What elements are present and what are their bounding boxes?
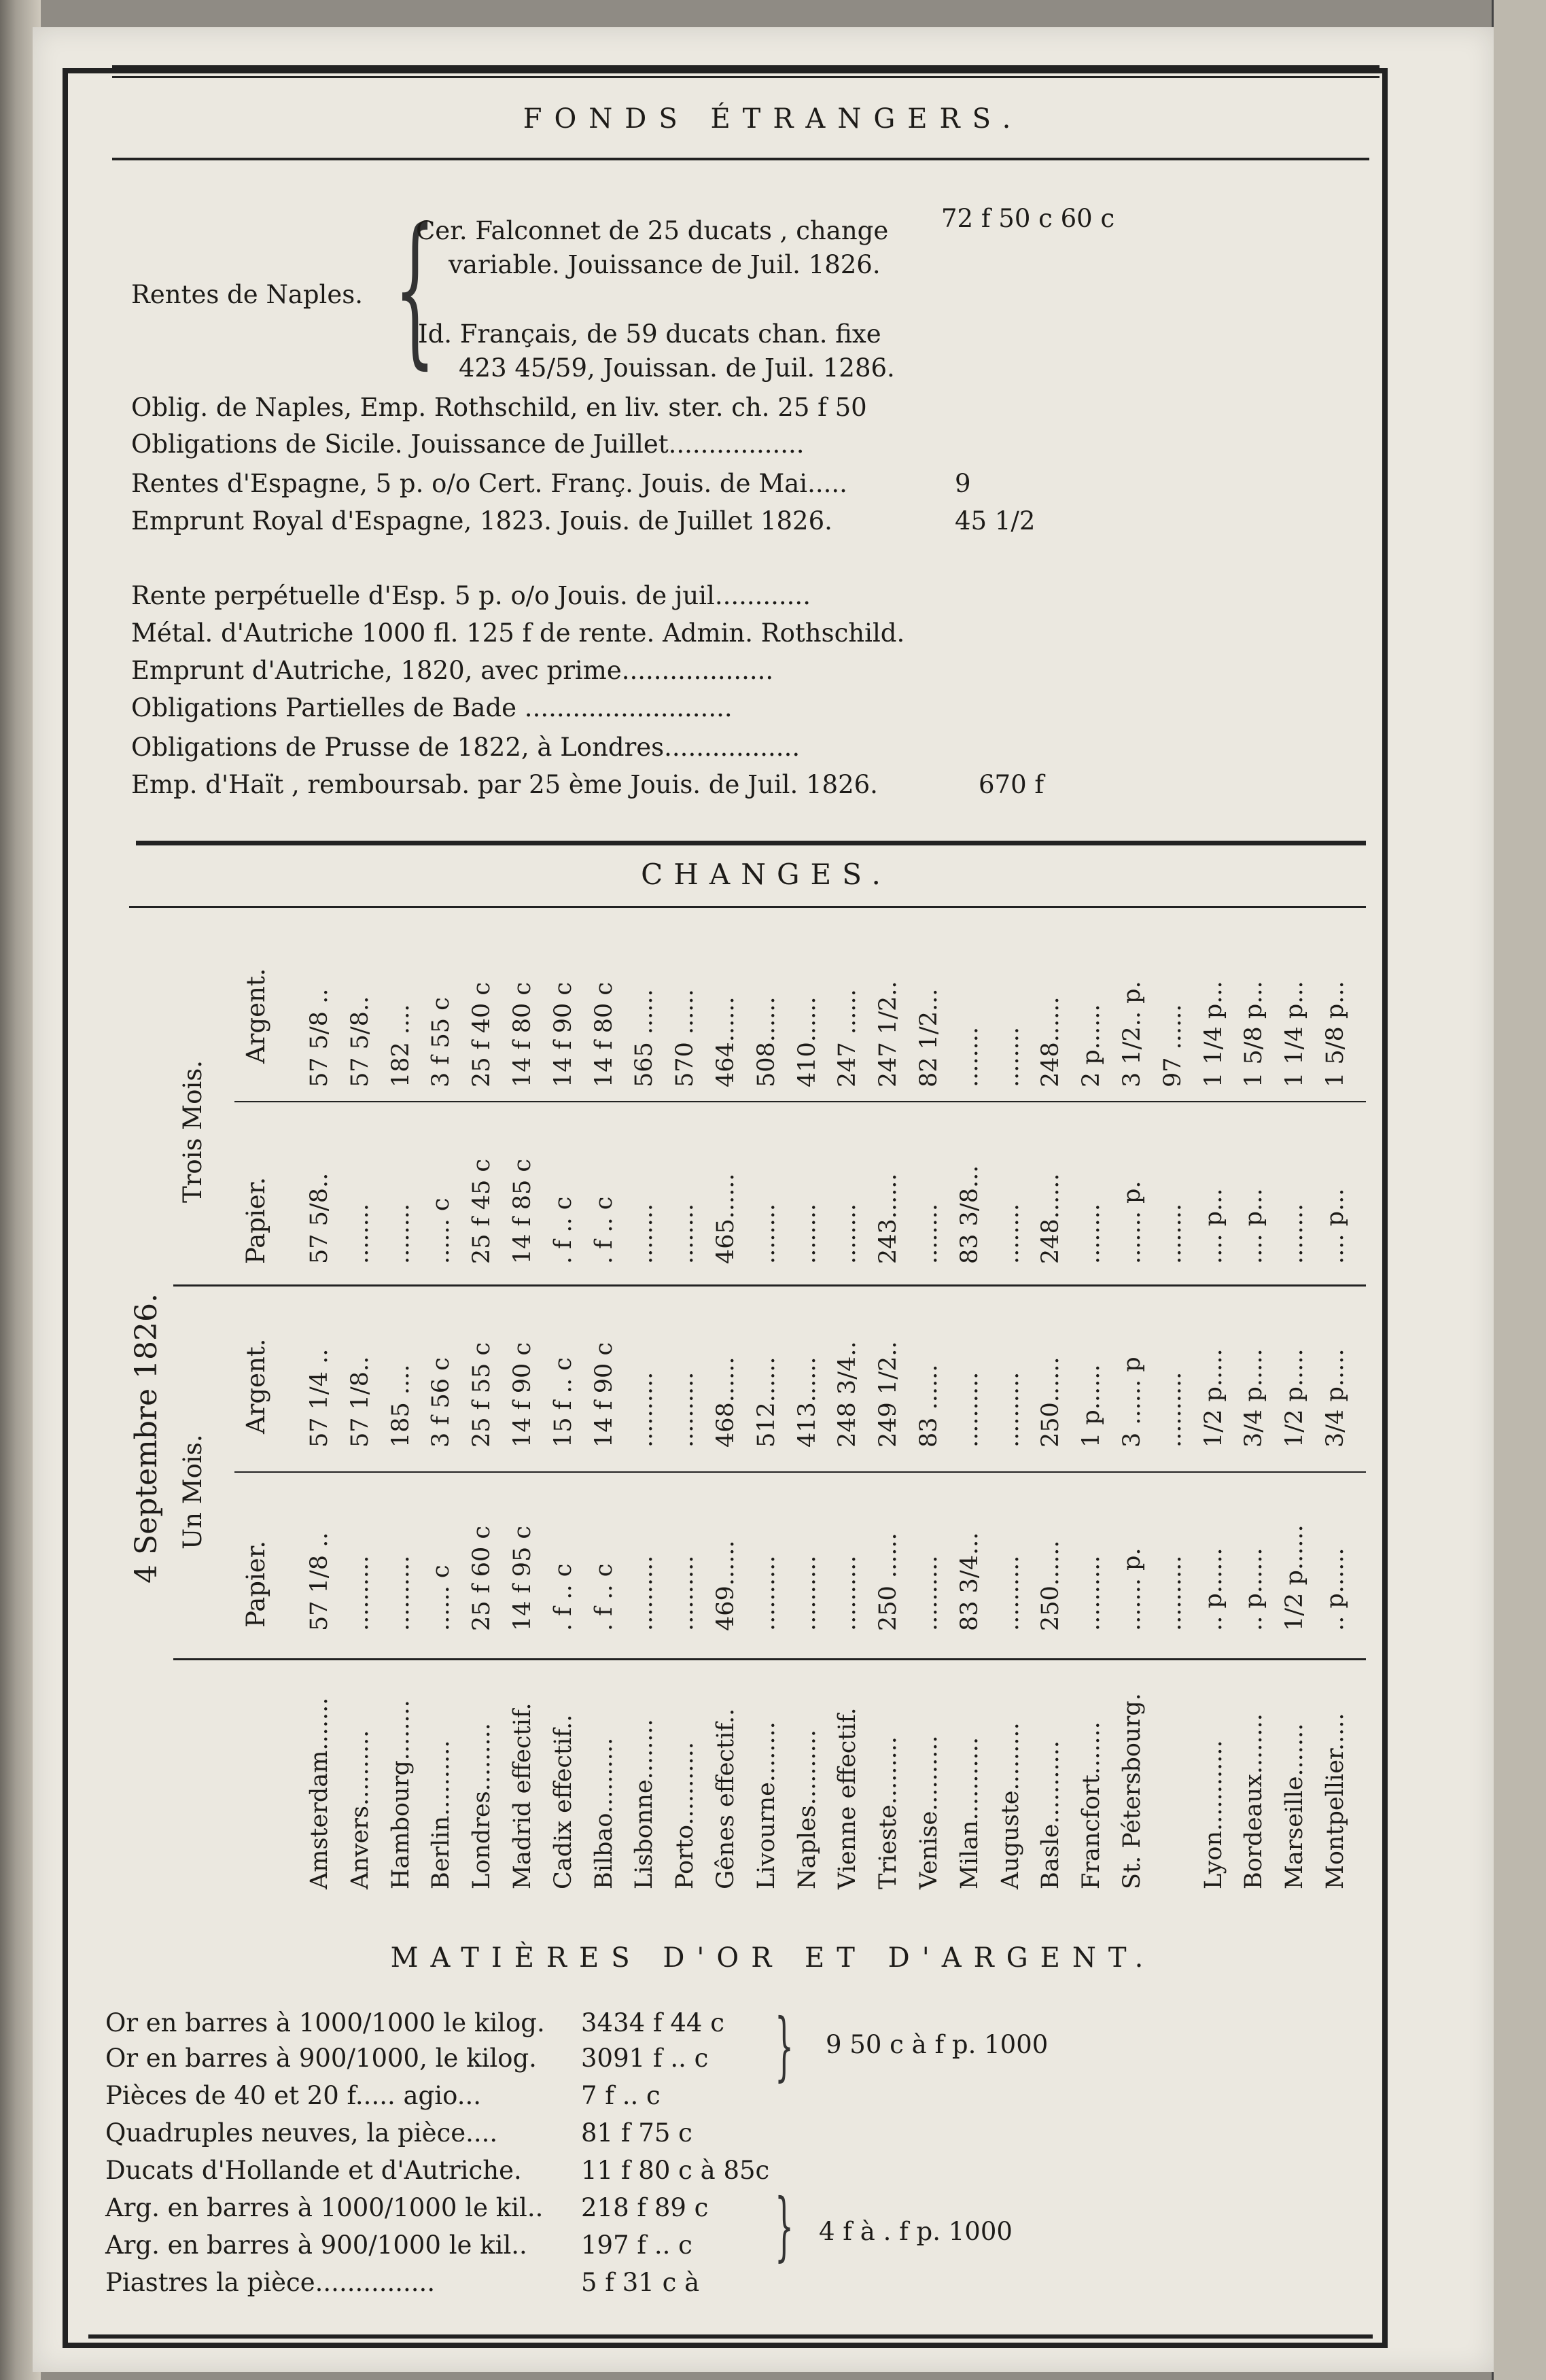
fonds-row-label: Métal. d'Autriche 1000 fl. 125 f de rente. Admin. Rothschild. xyxy=(131,618,905,648)
rate-um-pap: .......... xyxy=(834,1555,862,1631)
rate-um-pap: .. p...... xyxy=(1322,1547,1349,1631)
trois-mois-divider xyxy=(173,1284,1366,1287)
rate-um-pap: 1/2 p...... xyxy=(1281,1524,1309,1631)
rate-um-pap: .......... xyxy=(631,1555,658,1631)
rate-um-pap: 83 3/4... xyxy=(955,1532,983,1631)
rate-tm-pap: ........ xyxy=(915,1203,943,1264)
rate-tm-arg: 25 f 40 c xyxy=(468,981,496,1087)
tm-sub-divider xyxy=(234,1101,1366,1102)
rate-um-arg: 1 p...... xyxy=(1078,1364,1106,1448)
city-name: Lisbonne........ xyxy=(631,1719,658,1889)
tm-papier-label: Papier. xyxy=(241,1176,270,1264)
rate-tm-arg: 508...... xyxy=(752,996,780,1087)
rate-tm-arg: 97 ...... xyxy=(1159,1004,1187,1087)
city-name: Cadix effectif.. xyxy=(549,1714,577,1889)
rate-tm-pap: 14 f 85 c xyxy=(509,1158,536,1264)
rate-tm-arg: 3 f 55 c xyxy=(427,997,455,1087)
rate-um-pap: .......... xyxy=(752,1555,780,1631)
rate-um-arg: 25 f 55 c xyxy=(468,1342,496,1448)
tm-argent-label: Argent. xyxy=(241,968,270,1064)
rate-tm-pap: 243...... xyxy=(875,1173,902,1264)
rate-tm-arg: 57 5/8 .. xyxy=(306,988,333,1087)
rate-um-pap: 469...... xyxy=(712,1540,739,1631)
fonds-row-label: Obligations de Prusse de 1822, à Londres................. xyxy=(131,733,801,762)
city-name: Basle........... xyxy=(1037,1740,1065,1889)
rate-um-arg: 413...... xyxy=(793,1357,821,1448)
fonds-title: FONDS ÉTRANGERS. xyxy=(523,103,1023,135)
um-papier-label: Papier. xyxy=(241,1540,270,1628)
matiere-value: 81 f 75 c xyxy=(581,2118,692,2148)
or-brace: } xyxy=(775,2002,794,2089)
city-name: Amsterdam....... xyxy=(306,1697,333,1889)
fonds-row-label: Emp. d'Haït , remboursab. par 25 ème Jouis. de Juil. 1826. xyxy=(131,770,878,799)
rate-um-pap: ....... p. xyxy=(1119,1547,1146,1631)
rate-um-pap: .......... xyxy=(1078,1555,1106,1631)
city-name: St. Pétersbourg. xyxy=(1119,1693,1146,1889)
rate-tm-pap: ........ xyxy=(996,1203,1024,1264)
matiere-label: Arg. en barres à 900/1000 le kil.. xyxy=(105,2230,527,2260)
rate-um-arg: 250...... xyxy=(1037,1357,1065,1448)
matiere-value: 218 f 89 c xyxy=(581,2193,709,2222)
rate-um-arg: 57 1/8.. xyxy=(346,1356,374,1448)
city-name: Lyon............ xyxy=(1199,1740,1227,1889)
rate-tm-pap: .... p... xyxy=(1199,1188,1227,1264)
rate-tm-pap: 25 f 45 c xyxy=(468,1158,496,1264)
rate-um-arg: .......... xyxy=(996,1371,1024,1448)
rate-tm-arg: 247 ...... xyxy=(834,989,862,1087)
um-sub-divider xyxy=(234,1471,1366,1473)
city-name: Gênes effectif.. xyxy=(712,1708,739,1889)
matiere-value: 3434 f 44 c xyxy=(581,2008,724,2037)
matiere-value: 11 f 80 c à 85c xyxy=(581,2156,770,2185)
naples-b2: 423 45/59, Jouissan. de Juil. 1286. xyxy=(459,353,895,383)
matiere-label: Or en barres à 900/1000, le kilog. xyxy=(105,2044,537,2073)
city-name: Francfort....... xyxy=(1078,1721,1106,1889)
rate-tm-pap: ........ xyxy=(834,1203,862,1264)
rate-um-pap: 25 f 60 c xyxy=(468,1525,496,1631)
top-double-rule xyxy=(112,65,1380,78)
rate-um-arg: 1/2 p..... xyxy=(1281,1348,1309,1448)
naples-a1: Cer. Falconnet de 25 ducats , change xyxy=(416,216,889,245)
naples-brace: { xyxy=(394,194,436,384)
rate-tm-pap: 57 5/8.. xyxy=(306,1172,333,1264)
arg-note: 4 f à . f p. 1000 xyxy=(819,2217,1013,2246)
facing-page-edge xyxy=(1492,0,1546,2380)
or-note: 9 50 c à f p. 1000 xyxy=(826,2030,1049,2059)
um-argent-label: Argent. xyxy=(241,1338,270,1434)
rate-um-arg: 512...... xyxy=(752,1357,780,1448)
rate-um-arg: 249 1/2.. xyxy=(875,1341,902,1448)
matiere-value: 5 f 31 c à xyxy=(581,2268,700,2297)
rate-tm-arg: 14 f 80 c xyxy=(590,981,618,1087)
rate-tm-pap: . f .. c xyxy=(549,1196,577,1264)
arg-brace: } xyxy=(775,2182,794,2269)
rate-tm-arg: 570 ...... xyxy=(671,989,699,1087)
fonds-row-label: Rentes d'Espagne, 5 p. o/o Cert. Franç. Jouis. de Mai..... xyxy=(131,469,847,498)
rate-um-pap: 57 1/8 .. xyxy=(306,1532,333,1631)
city-name: Vienne effectif. xyxy=(834,1707,862,1889)
rate-tm-arg: 3 1/2.. p. xyxy=(1119,981,1146,1087)
changes-title: CHANGES. xyxy=(641,858,892,891)
rate-um-arg: 248 3/4.. xyxy=(834,1341,862,1448)
changes-date: 4 Septembre 1826. xyxy=(129,1293,164,1583)
rate-tm-arg: ........ xyxy=(955,1026,983,1087)
rate-um-pap: .......... xyxy=(387,1555,415,1631)
rate-tm-arg: 1 1/4 p... xyxy=(1281,981,1309,1087)
trois-mois-label: Trois Mois. xyxy=(178,1060,207,1203)
rate-tm-arg: ........ xyxy=(996,1026,1024,1087)
city-name: Berlin.......... xyxy=(427,1740,455,1889)
rate-tm-pap: ........ xyxy=(1078,1203,1106,1264)
city-name: Bilbao.......... xyxy=(590,1737,618,1889)
rate-tm-arg: 57 5/8.. xyxy=(346,996,374,1087)
rate-tm-pap: ........ xyxy=(671,1203,699,1264)
rate-um-pap: ...... c xyxy=(427,1564,455,1631)
city-name: Londres......... xyxy=(468,1723,496,1889)
rate-um-arg: 468...... xyxy=(712,1357,739,1448)
rate-um-arg: 3 f 56 c xyxy=(427,1357,455,1448)
fonds-row-label: Emprunt d'Autriche, 1820, avec prime................... xyxy=(131,656,774,685)
rate-um-pap: 250 ...... xyxy=(875,1533,902,1631)
naples-a2: variable. Jouissance de Juil. 1826. xyxy=(449,250,881,279)
rate-um-pap: .......... xyxy=(996,1555,1024,1631)
fonds-title-rule xyxy=(112,158,1369,160)
rate-tm-arg: 247 1/2.. xyxy=(875,981,902,1087)
rate-tm-arg: 1 5/8 p... xyxy=(1240,981,1268,1087)
rate-um-arg: 15 f .. c xyxy=(549,1357,577,1448)
rate-tm-pap: .... p... xyxy=(1322,1188,1349,1264)
naples-label: Rentes de Naples. xyxy=(131,280,364,309)
rate-tm-pap: ........ xyxy=(631,1203,658,1264)
rate-um-arg: 3 ...... p xyxy=(1119,1357,1146,1448)
rate-tm-arg: 82 1/2... xyxy=(915,988,943,1087)
rate-um-arg: .......... xyxy=(671,1371,699,1448)
matiere-value: 197 f .. c xyxy=(581,2230,692,2260)
rate-tm-pap: ........ xyxy=(1159,1203,1187,1264)
matiere-label: Quadruples neuves, la pièce.... xyxy=(105,2118,498,2148)
fonds-row-label: Obligations Partielles de Bade .......................... xyxy=(131,693,733,722)
rate-tm-arg: 565 ...... xyxy=(631,989,658,1087)
rate-tm-pap: 465...... xyxy=(712,1173,739,1264)
city-name: Montpellier..... xyxy=(1322,1713,1349,1889)
rate-um-arg: 14 f 90 c xyxy=(590,1342,618,1448)
matiere-value: 3091 f .. c xyxy=(581,2044,709,2073)
rate-um-arg: 1/2 p..... xyxy=(1199,1348,1227,1448)
rate-tm-arg: 410...... xyxy=(793,996,821,1087)
city-name: Hambourg........ xyxy=(387,1700,415,1889)
fonds-row-label: Emprunt Royal d'Espagne, 1823. Jouis. de Juillet 1826. xyxy=(131,506,832,536)
rate-tm-pap: ........ xyxy=(793,1203,821,1264)
rate-um-arg: .......... xyxy=(955,1371,983,1448)
rate-um-arg: .......... xyxy=(631,1371,658,1448)
city-name: Milan........... xyxy=(955,1736,983,1889)
fonds-row-value: 9 xyxy=(955,469,971,498)
fonds-row-value: 670 f xyxy=(979,770,1044,799)
rate-um-pap: .. p...... xyxy=(1199,1547,1227,1631)
rate-um-pap: .......... xyxy=(915,1555,943,1631)
rate-um-pap: .......... xyxy=(346,1555,374,1631)
bottom-rule xyxy=(88,2334,1373,2339)
rate-um-arg: 3/4 p..... xyxy=(1240,1348,1268,1448)
rate-um-pap: . f .. c xyxy=(549,1563,577,1631)
rate-tm-arg: 248...... xyxy=(1037,996,1065,1087)
rate-tm-arg: 1 5/8 p... xyxy=(1322,981,1349,1087)
rate-tm-pap: ........ xyxy=(752,1203,780,1264)
rate-um-pap: .......... xyxy=(1159,1555,1187,1631)
city-name: Auguste......... xyxy=(996,1722,1024,1889)
rate-um-pap: .. p...... xyxy=(1240,1547,1268,1631)
rate-tm-arg: 14 f 90 c xyxy=(549,981,577,1087)
rate-um-arg: 57 1/4 .. xyxy=(306,1348,333,1448)
changes-title-rule xyxy=(129,906,1366,908)
rate-um-pap: .......... xyxy=(671,1555,699,1631)
city-name: Bordeaux........ xyxy=(1240,1713,1268,1889)
matiere-label: Arg. en barres à 1000/1000 le kil.. xyxy=(105,2193,544,2222)
city-name: Madrid effectif. xyxy=(509,1702,536,1889)
fonds-row-label: Obligations de Sicile. Jouissance de Juillet................. xyxy=(131,430,805,459)
changes-top-rule xyxy=(136,841,1366,845)
rate-um-pap: .......... xyxy=(793,1555,821,1631)
rate-um-pap: . f .. c xyxy=(590,1563,618,1631)
rate-tm-pap: ........ xyxy=(346,1203,374,1264)
rate-um-arg: .......... xyxy=(1159,1371,1187,1448)
rate-tm-arg: 1 1/4 p... xyxy=(1199,981,1227,1087)
un-mois-divider xyxy=(173,1658,1366,1660)
rate-um-pap: 250...... xyxy=(1037,1540,1065,1631)
fonds-row-value: 45 1/2 xyxy=(955,506,1036,536)
rate-tm-pap: 248...... xyxy=(1037,1173,1065,1264)
city-name: Venise.......... xyxy=(915,1735,943,1889)
un-mois-label: Un Mois. xyxy=(178,1434,207,1550)
city-name: Naples.......... xyxy=(793,1729,821,1889)
rate-tm-arg: 464...... xyxy=(712,996,739,1087)
matieres-title: MATIÈRES D'OR ET D'ARGENT. xyxy=(390,1942,1156,1974)
rate-um-arg: 14 f 90 c xyxy=(509,1342,536,1448)
rate-tm-arg: 182 .... xyxy=(387,1004,415,1087)
naples-a-value: 72 f 50 c 60 c xyxy=(941,204,1115,233)
naples-b1: Id. Français, de 59 ducats chan. fixe xyxy=(418,319,881,349)
rate-um-arg: 3/4 p..... xyxy=(1322,1348,1349,1448)
rate-um-pap: 14 f 95 c xyxy=(509,1525,536,1631)
matiere-label: Or en barres à 1000/1000 le kilog. xyxy=(105,2008,545,2037)
rate-um-arg: 83 ...... xyxy=(915,1364,943,1448)
rate-tm-arg: 2 p...... xyxy=(1078,1004,1106,1087)
rate-um-arg: 185 .... xyxy=(387,1364,415,1448)
rate-tm-pap: .... p... xyxy=(1240,1188,1268,1264)
fonds-row-label: Oblig. de Naples, Emp. Rothschild, en liv. ster. ch. 25 f 50 xyxy=(131,393,867,422)
matiere-value: 7 f .. c xyxy=(581,2081,661,2110)
city-name: Trieste......... xyxy=(875,1736,902,1889)
matiere-label: Pièces de 40 et 20 f..... agio... xyxy=(105,2081,481,2110)
rate-tm-pap: ...... c xyxy=(427,1197,455,1264)
rate-tm-pap: ........ xyxy=(1281,1203,1309,1264)
rate-tm-pap: ........ xyxy=(387,1203,415,1264)
rate-tm-pap: . f .. c xyxy=(590,1196,618,1264)
rate-tm-arg: 14 f 80 c xyxy=(509,981,536,1087)
city-name: Livourne........ xyxy=(752,1721,780,1889)
rate-tm-pap: ....... p. xyxy=(1119,1180,1146,1264)
fonds-row-label: Rente perpétuelle d'Esp. 5 p. o/o Jouis. de juil............ xyxy=(131,581,811,610)
rate-tm-pap: 83 3/8... xyxy=(955,1165,983,1264)
matiere-label: Piastres la pièce............... xyxy=(105,2268,436,2297)
city-name: Anvers.......... xyxy=(346,1730,374,1889)
city-name: Marseille....... xyxy=(1281,1723,1309,1889)
city-name: Porto........... xyxy=(671,1742,699,1889)
matiere-label: Ducats d'Hollande et d'Autriche. xyxy=(105,2156,522,2185)
